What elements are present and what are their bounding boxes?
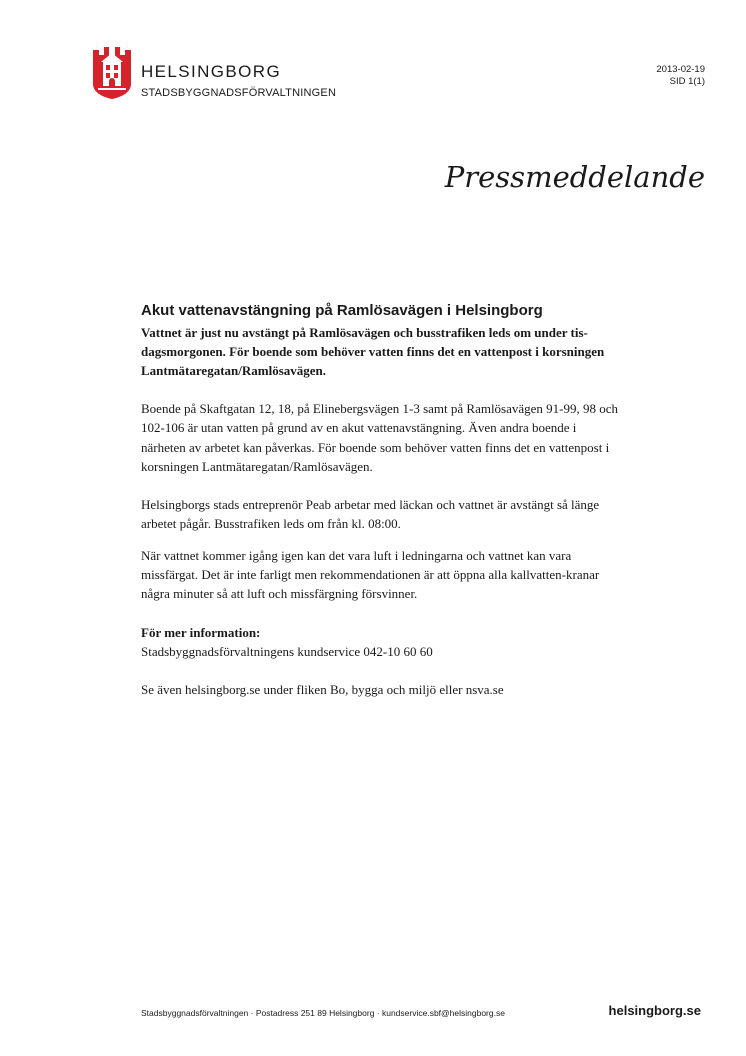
date-block	[656, 64, 705, 88]
document-date: 2013-02-19	[656, 64, 705, 75]
department-name: STADSBYGGNADSFÖRVALTNINGEN	[141, 87, 337, 99]
press-release-body	[141, 302, 621, 718]
lead-paragraph: Vattnet är just nu avstängt på Ramlösavägen och busstrafiken leds om under tis-dagsmorgonen. För boende som behöver vatten finns det en vattenpost i korsningen Lantmätaregatan/Ramlösavägen.	[141, 325, 605, 378]
body-paragraph: När vattnet kommer igång igen kan det vara luft i ledningarna och vattnet kan vara missfärgat. Det är inte farligt men rekommendationen är att öppna alla kallvatten-kranar några minuter så att luft och missfärgning försvinner.	[141, 547, 600, 602]
helsingborg-crest-logo	[92, 44, 132, 100]
info-contact: Stadsbyggnadsförvaltningens kundservice 042-10 60 60	[141, 643, 433, 659]
info-heading: För mer information:	[141, 624, 261, 640]
document-type-title: Pressmeddelande	[444, 160, 705, 194]
body-paragraph: Boende på Skaftgatan 12, 18, på Elinebergsvägen 1-3 samt på Ramlösavägen 91-99, 98 och 102-106 är utan vatten på grund av en akut vattenavstängning. Även andra boende i närheten av arbetet kan påverkas. För boende som behöver vatten finns det en vattenpost i korsningen Lantmätaregatan/Ramlösavägen.	[141, 401, 619, 474]
body-paragraph: Helsingborgs stads entreprenör Peab arbetar med läckan och vattnet är avstängt så länge arbetet pågår. Busstrafiken leds om från kl. 08:00.	[141, 497, 600, 532]
headline: Akut vattenavstängning på Ramlösavägen i Helsingborg	[141, 302, 543, 319]
org-name: HELSINGBORG	[141, 62, 282, 81]
footer-address: Stadsbyggnadsförvaltningen · Postadress 251 89 Helsingborg · kundservice.sbf@helsingborg.se	[141, 1008, 505, 1018]
see-also-line: Se även helsingborg.se under fliken Bo, bygga och miljö eller nsva.se	[141, 681, 504, 697]
page-number: SID 1(1)	[669, 76, 705, 87]
footer-website: helsingborg.se	[608, 1003, 701, 1018]
